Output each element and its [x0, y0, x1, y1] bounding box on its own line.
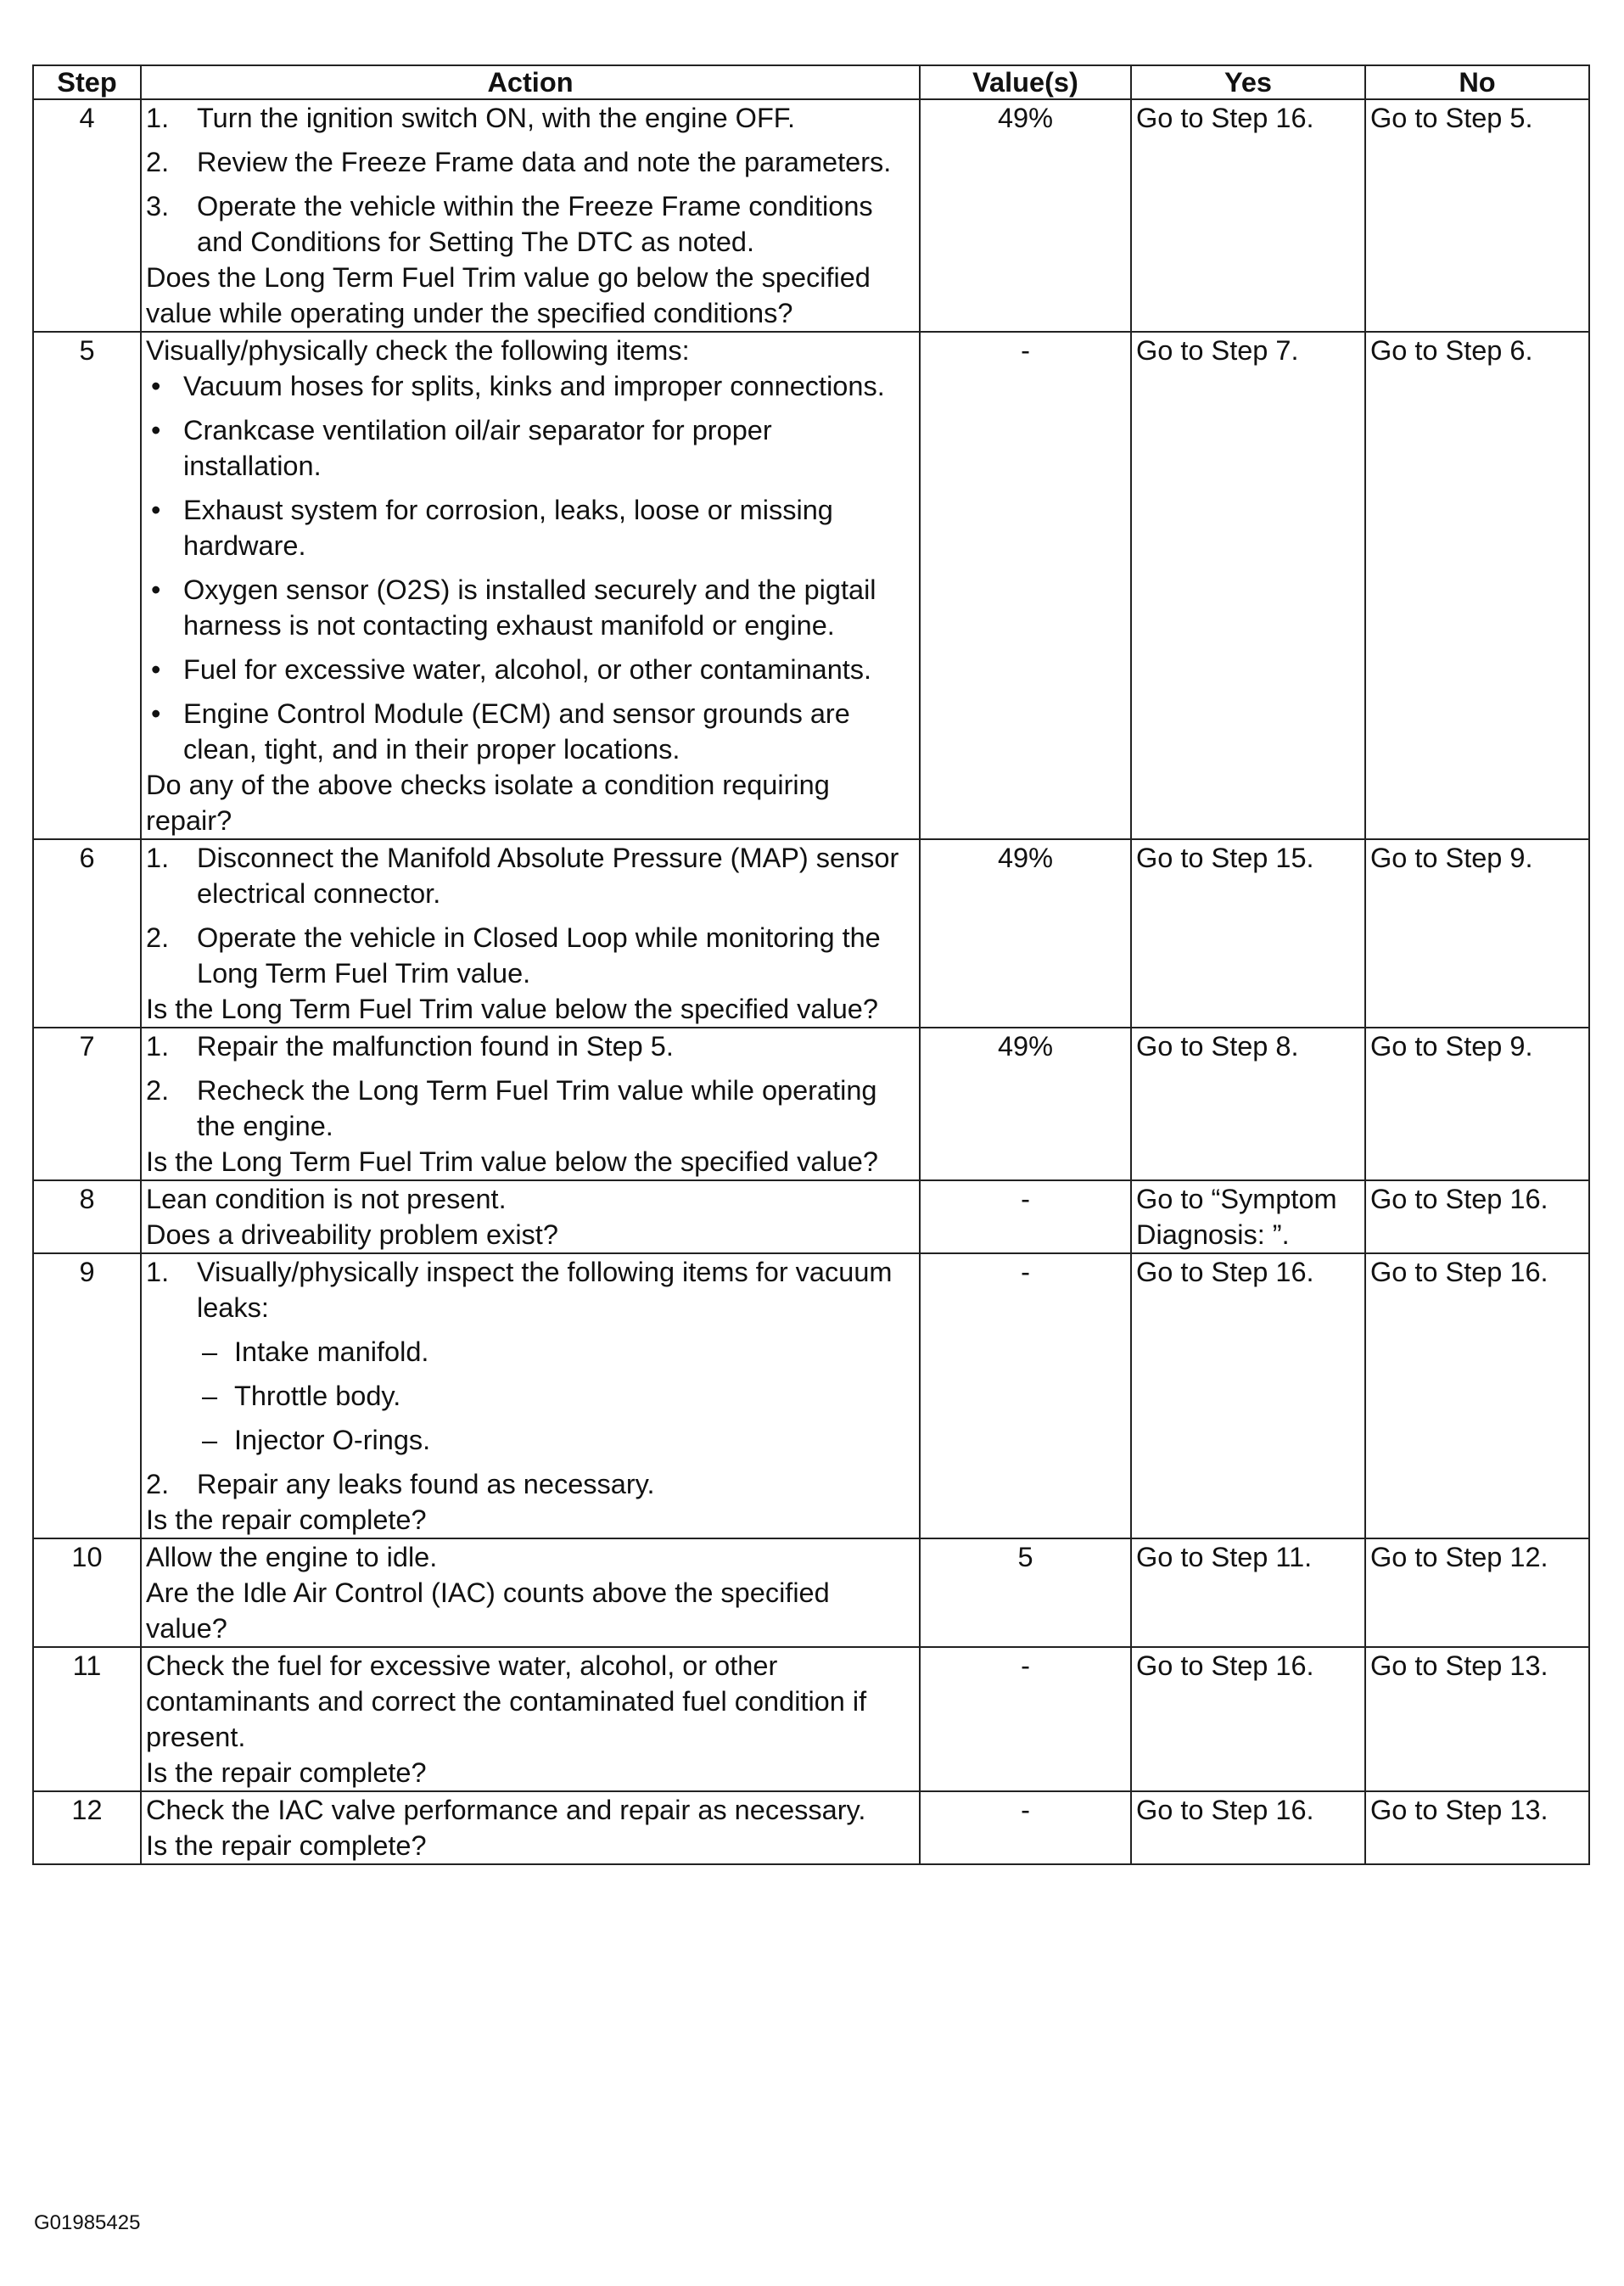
header-action: Action: [141, 65, 920, 99]
check-item: • Exhaust system for corrosion, leaks, loose or missing hardware.: [151, 495, 833, 561]
value-cell: 49%: [920, 1028, 1131, 1180]
table-row: [33, 1647, 1589, 1791]
action-item: 1. Disconnect the Manifold Absolute Pressure (MAP) sensor electrical connector.: [146, 843, 899, 909]
check-item: • Vacuum hoses for splits, kinks and improper connections.: [151, 371, 885, 401]
action-question: Are the Idle Air Control (IAC) counts above the specified value?: [146, 1577, 830, 1644]
action-item: 2. Repair any leaks found as necessary.: [146, 1469, 655, 1499]
action-item: 1. Turn the ignition switch ON, with the engine OFF.: [146, 103, 796, 133]
value-cell: -: [920, 1647, 1131, 1791]
header-step: Step: [33, 65, 141, 99]
figure-id: G01985425: [34, 2211, 141, 2234]
dash-item: – Throttle body.: [202, 1381, 401, 1411]
action-item: 2. Recheck the Long Term Fuel Trim value while operating the engine.: [146, 1075, 877, 1141]
check-item: • Fuel for excessive water, alcohol, or other contaminants.: [151, 654, 872, 685]
no-cell: Go to Step 5.: [1365, 99, 1589, 332]
table-row: [33, 1538, 1589, 1647]
check-item: • Crankcase ventilation oil/air separator for proper installation.: [151, 415, 772, 481]
value-cell: -: [920, 1253, 1131, 1538]
step-number: 8: [33, 1180, 141, 1253]
dash-item: – Injector O-rings.: [202, 1425, 431, 1455]
header-no: No: [1365, 65, 1589, 99]
action-intro: Lean condition is not present.: [146, 1184, 507, 1214]
header-yes: Yes: [1131, 65, 1365, 99]
action-cell: [141, 1253, 920, 1538]
no-cell: Go to Step 16.: [1365, 1180, 1589, 1253]
value-cell: -: [920, 1791, 1131, 1864]
no-cell: Go to Step 16.: [1365, 1253, 1589, 1538]
step-number: 11: [33, 1647, 141, 1791]
yes-cell: Go to Step 8.: [1131, 1028, 1365, 1180]
action-intro: Check the fuel for excessive water, alcohol, or other contaminants and correct the contaminated fuel condition if present.: [146, 1650, 867, 1752]
action-cell: [141, 1028, 920, 1180]
yes-cell: Go to Step 16.: [1131, 1647, 1365, 1791]
table-row: [33, 1253, 1589, 1538]
step-number: 4: [33, 99, 141, 332]
no-cell: Go to Step 13.: [1365, 1791, 1589, 1864]
step-number: 12: [33, 1791, 141, 1864]
action-question: Is the repair complete?: [146, 1830, 427, 1861]
yes-cell: Go to Step 15.: [1131, 839, 1365, 1028]
no-cell: Go to Step 12.: [1365, 1538, 1589, 1647]
value-cell: -: [920, 1180, 1131, 1253]
action-item: 1. Visually/physically inspect the following items for vacuum leaks: – Intake manifold. – Throttle body. – Injector O-rings.: [146, 1254, 915, 1458]
action-question: Does the Long Term Fuel Trim value go below the specified value while operating under the specified conditions?: [146, 262, 871, 328]
action-question: Is the Long Term Fuel Trim value below the specified value?: [146, 1146, 878, 1177]
no-cell: Go to Step 9.: [1365, 1028, 1589, 1180]
diagnostic-table: [32, 64, 1590, 1865]
header-row: [33, 65, 1589, 99]
action-cell: [141, 1180, 920, 1253]
action-cell: [141, 99, 920, 332]
action-cell: [141, 332, 920, 839]
yes-cell: Go to Step 11.: [1131, 1538, 1365, 1647]
action-question: Does a driveability problem exist?: [146, 1219, 558, 1250]
no-cell: Go to Step 13.: [1365, 1647, 1589, 1791]
action-intro: Allow the engine to idle.: [146, 1542, 438, 1572]
value-cell: 49%: [920, 99, 1131, 332]
yes-cell: Go to Step 16.: [1131, 1791, 1365, 1864]
action-cell: [141, 1647, 920, 1791]
step-number: 9: [33, 1253, 141, 1538]
header-values: Value(s): [920, 65, 1131, 99]
action-cell: [141, 839, 920, 1028]
table-row: [33, 1028, 1589, 1180]
yes-cell: Go to Step 7.: [1131, 332, 1365, 839]
action-question: Do any of the above checks isolate a condition requiring repair?: [146, 770, 830, 836]
table-row: [33, 1180, 1589, 1253]
check-item: • Oxygen sensor (O2S) is installed securely and the pigtail harness is not contacting exhaust manifold or engine.: [151, 574, 876, 641]
step-number: 6: [33, 839, 141, 1028]
table-row: [33, 332, 1589, 839]
table-row: [33, 99, 1589, 332]
action-question: Is the Long Term Fuel Trim value below the specified value?: [146, 994, 878, 1024]
action-question: Is the repair complete?: [146, 1504, 427, 1535]
table-row: [33, 1791, 1589, 1864]
step-number: 5: [33, 332, 141, 839]
action-item: 2. Operate the vehicle in Closed Loop while monitoring the Long Term Fuel Trim value.: [146, 922, 881, 989]
action-item: 3. Operate the vehicle within the Freeze Frame conditions and Conditions for Setting The DTC as noted.: [146, 191, 873, 257]
action-item: 2. Review the Freeze Frame data and note the parameters.: [146, 147, 892, 177]
action-intro: Visually/physically check the following items:: [146, 335, 690, 366]
action-question: Is the repair complete?: [146, 1757, 427, 1788]
yes-cell: Go to “Symptom Diagnosis: ”.: [1131, 1180, 1365, 1253]
action-item: 1. Repair the malfunction found in Step 5.: [146, 1031, 674, 1062]
value-cell: 49%: [920, 839, 1131, 1028]
step-number: 7: [33, 1028, 141, 1180]
yes-cell: Go to Step 16.: [1131, 99, 1365, 332]
action-cell: [141, 1791, 920, 1864]
step-number: 10: [33, 1538, 141, 1647]
value-cell: -: [920, 332, 1131, 839]
action-intro: Check the IAC valve performance and repair as necessary.: [146, 1795, 866, 1825]
no-cell: Go to Step 9.: [1365, 839, 1589, 1028]
action-cell: [141, 1538, 920, 1647]
no-cell: Go to Step 6.: [1365, 332, 1589, 839]
dash-item: – Intake manifold.: [202, 1336, 429, 1367]
yes-cell: Go to Step 16.: [1131, 1253, 1365, 1538]
check-item: • Engine Control Module (ECM) and sensor grounds are clean, tight, and in their proper locations.: [151, 698, 850, 765]
table-row: [33, 839, 1589, 1028]
value-cell: 5: [920, 1538, 1131, 1647]
